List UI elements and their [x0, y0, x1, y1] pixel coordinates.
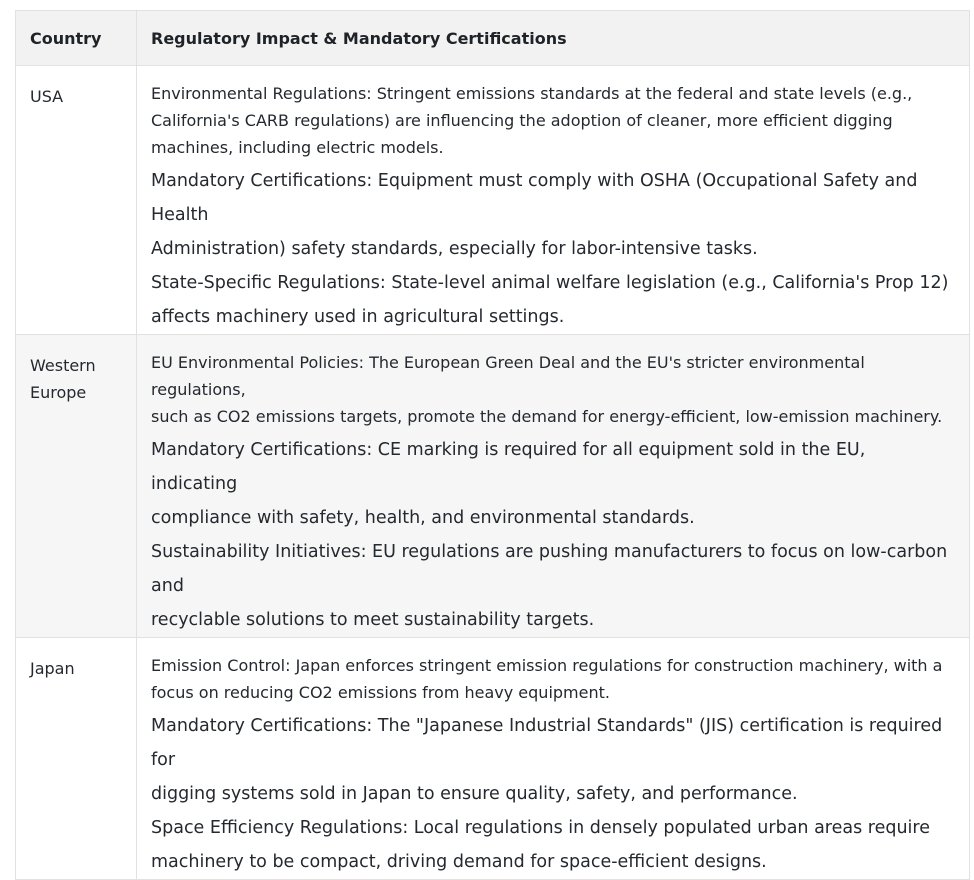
- environmental-policies-text: EU Environmental Policies: The European Green Deal and the EU's stricter environmental regulations, such as CO2 emissions targets, promote the demand for energy-efficient, low-emission machinery.: [151, 353, 943, 426]
- column-header-country: Country: [16, 11, 137, 66]
- country-name: Western Europe: [30, 356, 96, 402]
- country-cell: [16, 66, 137, 335]
- regulatory-details-cell: [137, 638, 970, 880]
- country-name: Japan: [30, 659, 75, 678]
- table-header: [16, 11, 970, 66]
- regulations-table: [15, 10, 970, 880]
- column-header-regulatory-impact: Regulatory Impact & Mandatory Certifications: [137, 11, 970, 66]
- regulatory-details-cell: [137, 66, 970, 335]
- country-cell: [16, 638, 137, 880]
- header-row: [16, 11, 970, 66]
- country-cell: [16, 335, 137, 638]
- certifications-text: Mandatory Certifications: Equipment must comply with OSHA (Occupational Safety and Health Administration) safety standards, especially for labor-intensive tasks. State-Specific Regulations: State-level animal welfare legislation (e.g., California's Prop 12) affects machinery used in agricultural settings.: [151, 171, 949, 327]
- country-name: USA: [30, 87, 64, 106]
- certifications-text: Mandatory Certifications: The "Japanese Industrial Standards" (JIS) certification is required for digging systems sold in Japan to ensure quality, safety, and performance. Space Efficiency Regulations: Local regulations in densely populated urban areas require machinery to be compact, driving demand for space-efficient designs.: [151, 716, 943, 872]
- environmental-regulations-text: Environmental Regulations: Stringent emissions standards at the federal and state levels (e.g., California's CARB regulations) are influencing the adoption of cleaner, more efficient digging machines, including electric models.: [151, 84, 913, 157]
- table-row-usa: [16, 66, 970, 335]
- table-row-japan: [16, 638, 970, 880]
- table-body: [16, 66, 970, 880]
- table-row-western-europe: [16, 335, 970, 638]
- regulatory-details-cell: [137, 335, 970, 638]
- emission-control-text: Emission Control: Japan enforces stringent emission regulations for construction machinery, with a focus on reducing CO2 emissions from heavy equipment.: [151, 656, 943, 702]
- certifications-text: Mandatory Certifications: CE marking is required for all equipment sold in the EU, indicating compliance with safety, health, and environmental standards. Sustainability Initiatives: EU regulations are pushing manufacturers to focus on low-carbon and recyclable solutions to meet sustainability targets.: [151, 440, 948, 630]
